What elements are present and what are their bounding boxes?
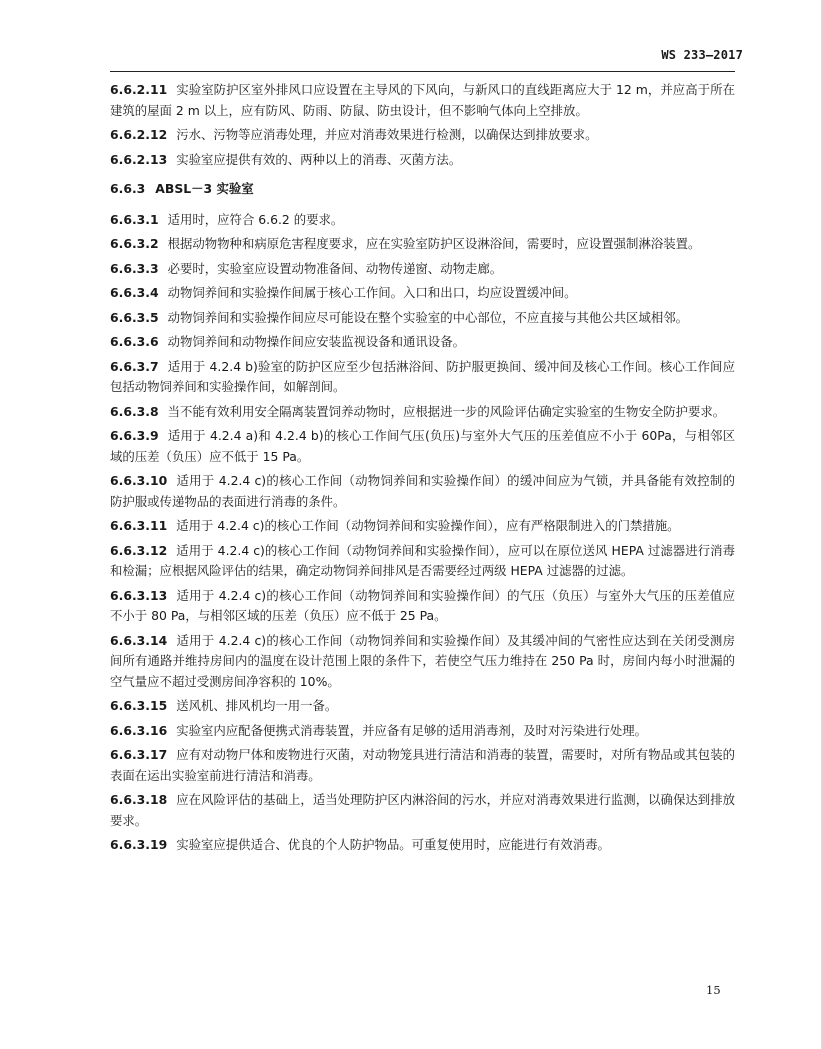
clause-number: 6.6.2.13 xyxy=(110,151,168,167)
clause-6-6-2-13 xyxy=(110,150,735,171)
clause-text: 适用于 4.2.4 c)的核心工作间（动物饲养间和实验操作间），应可以在原位送风 HEPA 过滤器进行消毒和检漏；应根据风险评估的结果，确定动物饲养间排风是否需要经过两级 HEPA 过滤器的过滤。 xyxy=(110,542,735,578)
clause-number: 6.6.3.9 xyxy=(110,428,159,443)
clause-number: 6.6.3.8 xyxy=(110,403,159,419)
clause-number: 6.6.3.2 xyxy=(110,236,159,251)
clause-6-6-3-17 xyxy=(110,745,735,786)
clause-number: 6.6.3.17 xyxy=(110,747,168,762)
clause-text: 实验室应提供适合、优良的个人防护物品。可重复使用时，应能进行有效消毒。 xyxy=(176,837,610,852)
clause-6-6-3-9 xyxy=(110,426,735,467)
clause-number: 6.6.3.12 xyxy=(110,542,168,558)
clause-text: 适用于 4.2.4 c)的核心工作间（动物饲养间和实验操作间）的气压（负压）与室外大气压的压差值应不小于 80 Pa，与相邻区域的压差（负压）应不低于 25 Pa。 xyxy=(110,587,735,623)
clause-6-6-3-19 xyxy=(110,835,735,856)
clause-number: 6.6.3.1 xyxy=(110,211,159,227)
clause-text: 适用于 4.2.4 c)的核心工作间（动物饲养间和实验操作间）的缓冲间应为气锁，并具备能有效控制的防护服或传递物品的表面进行消毒的条件。 xyxy=(110,473,735,509)
clause-6-6-3-6 xyxy=(110,332,735,353)
clause-number: 6.6.3.18 xyxy=(110,792,168,807)
clause-6-6-2-11 xyxy=(110,80,735,121)
clause-6-6-2-12 xyxy=(110,125,735,146)
section-number: 6.6.3 xyxy=(110,181,146,196)
clause-6-6-3-10 xyxy=(110,471,735,512)
section-title: ABSL－3 实验室 xyxy=(155,181,254,196)
clause-6-6-3-7 xyxy=(110,357,735,398)
clause-number: 6.6.3.7 xyxy=(110,358,159,374)
clause-6-6-3-1 xyxy=(110,210,735,231)
clause-number: 6.6.3.11 xyxy=(110,518,168,533)
clause-text: 适用于 4.2.4 a)和 4.2.4 b)的核心工作间气压(负压)与室外大气压的压差值应不小于 60Pa，与相邻区域的压差（负压）应不低于 15 Pa。 xyxy=(110,428,735,464)
page-number: 15 xyxy=(706,983,721,997)
clause-number: 6.6.3.14 xyxy=(110,632,168,648)
clause-number: 6.6.3.19 xyxy=(110,837,168,852)
clause-text: 实验室防护区室外排风口应设置在主导风的下风向，与新风口的直线距离应大于 12 m，并应高于所在建筑的屋面 2 m 以上，应有防风、防雨、防鼠、防虫设计，但不影响气体向上空排放。 xyxy=(110,82,735,118)
clause-text: 送风机、排风机均一用一备。 xyxy=(176,698,338,713)
document-body xyxy=(110,80,735,860)
clause-text: 当不能有效利用安全隔离装置饲养动物时，应根据进一步的风险评估确定实验室的生物安全防护要求。 xyxy=(167,403,726,419)
clause-number: 6.6.3.6 xyxy=(110,334,159,349)
clause-6-6-3-18 xyxy=(110,790,735,831)
clause-number: 6.6.3.5 xyxy=(110,309,159,325)
clause-number: 6.6.3.13 xyxy=(110,587,168,603)
clause-6-6-3-5 xyxy=(110,308,735,329)
clause-text: 动物饲养间和实验操作间应尽可能设在整个实验室的中心部位，不应直接与其他公共区域相邻。 xyxy=(167,309,689,325)
clause-number: 6.6.2.12 xyxy=(110,127,168,142)
clause-6-6-3-11 xyxy=(110,516,735,537)
clause-number: 6.6.3.15 xyxy=(110,698,168,713)
clause-text: 动物饲养间和动物操作间应安装监视设备和通讯设备。 xyxy=(167,334,465,349)
clause-text: 根据动物物种和病原危害程度要求，应在实验室防护区设淋浴间，需要时，应设置强制淋浴装置。 xyxy=(167,236,701,251)
clause-text: 实验室应提供有效的、两种以上的消毒、灭菌方法。 xyxy=(176,151,462,167)
clause-text: 应有对动物尸体和废物进行灭菌，对动物笼具进行清洁和消毒的装置，需要时，对所有物品或其包装的表面在运出实验室前进行清洁和消毒。 xyxy=(110,747,735,783)
clause-6-6-3-8 xyxy=(110,402,735,423)
clause-text: 适用时，应符合 6.6.2 的要求。 xyxy=(167,211,344,227)
doc-code-header: WS 233—2017 xyxy=(661,48,743,62)
clause-6-6-3-13 xyxy=(110,586,735,627)
clause-number: 6.6.3.4 xyxy=(110,285,159,300)
clause-text: 必要时，实验室应设置动物准备间、动物传递窗、动物走廊。 xyxy=(167,260,503,276)
clause-6-6-3-3 xyxy=(110,259,735,280)
section-heading xyxy=(110,179,735,200)
clause-number: 6.6.3.10 xyxy=(110,473,168,488)
clause-number: 6.6.3.16 xyxy=(110,722,168,738)
clause-text: 适用于 4.2.4 c)的核心工作间（动物饲养间和实验操作间），应有严格限制进入的门禁措施。 xyxy=(176,518,680,533)
clause-6-6-3-12 xyxy=(110,541,735,582)
clause-text: 适用于 4.2.4 c)的核心工作间（动物饲养间和实验操作间）及其缓冲间的气密性应达到在关闭受测房间所有通路并维持房间内的温度在设计范围上限的条件下，若使空气压力维持在 250 Pa 时，房间内每小时泄漏的空气量应不超过受测房间净容积的 10%。 xyxy=(110,632,735,689)
clause-6-6-3-14 xyxy=(110,631,735,693)
clause-text: 适用于 4.2.4 b)验室的防护区应至少包括淋浴间、防护服更换间、缓冲间及核心工作间。核心工作间应包括动物饲养间和实验操作间，如解剖间。 xyxy=(110,358,735,394)
clause-text: 污水、污物等应消毒处理，并应对消毒效果进行检测，以确保达到排放要求。 xyxy=(176,127,598,142)
clause-number: 6.6.2.11 xyxy=(110,82,168,97)
clause-text: 实验室内应配备便携式消毒装置，并应备有足够的适用消毒剂，及时对污染进行处理。 xyxy=(176,722,648,738)
clause-number: 6.6.3.3 xyxy=(110,260,159,276)
clause-6-6-3-4 xyxy=(110,283,735,304)
clause-text: 应在风险评估的基础上，适当处理防护区内淋浴间的污水，并应对消毒效果进行监测，以确保达到排放要求。 xyxy=(110,792,735,828)
clause-text: 动物饲养间和实验操作间属于核心工作间。入口和出口，均应设置缓冲间。 xyxy=(167,285,577,300)
clause-6-6-3-2 xyxy=(110,234,735,255)
clause-6-6-3-15 xyxy=(110,696,735,717)
header-rule xyxy=(110,71,735,72)
clause-6-6-3-16 xyxy=(110,721,735,742)
